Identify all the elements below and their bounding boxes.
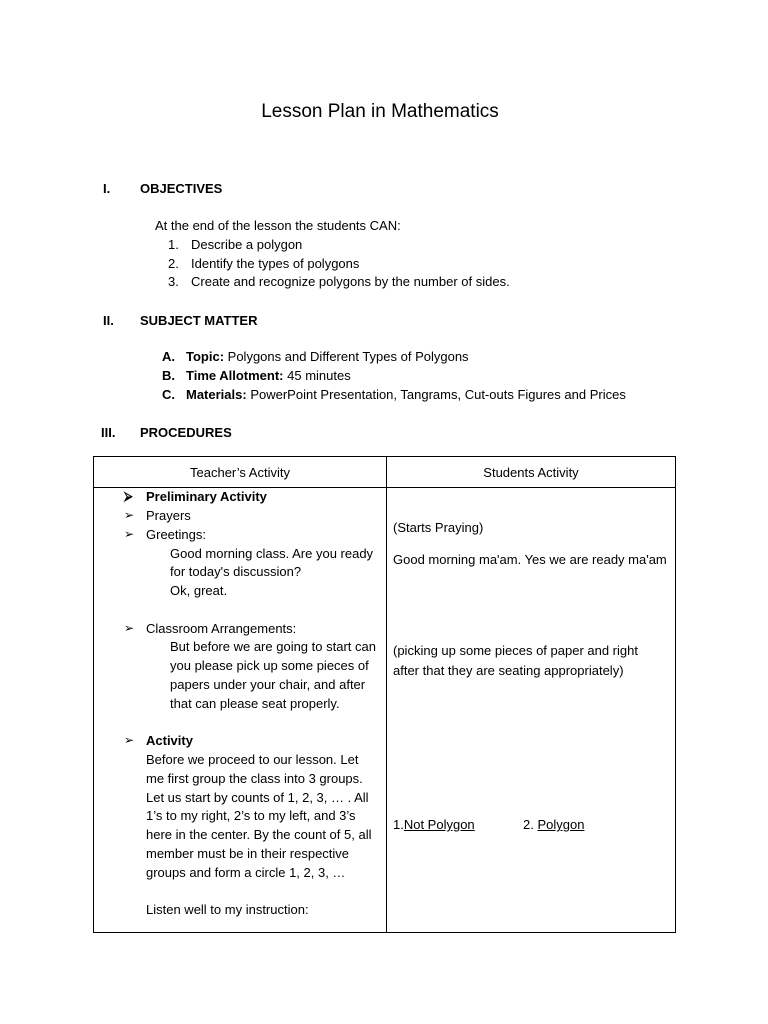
student-answer-2 (523, 817, 584, 833)
objective-number: 3. (168, 274, 179, 289)
greeting-line: Good morning class. Are you ready (170, 546, 374, 561)
document-title: Lesson Plan in Mathematics (261, 101, 499, 122)
table-header-students: Students Activity (387, 457, 676, 488)
arrangements-label: Classroom Arrangements: (146, 621, 297, 636)
bullet-arrow-icon: ⮚ (124, 489, 133, 503)
instruction-line: Listen well to my instruction: (146, 902, 309, 917)
subject-letter: B. (162, 368, 175, 383)
student-response: after that they are seating appropriately) (393, 663, 624, 678)
subject-item-materials (186, 387, 626, 402)
section-heading-subject-matter: SUBJECT MATTER (140, 313, 258, 328)
table-header-teacher: Teacher’s Activity (94, 457, 387, 488)
section-heading-procedures: PROCEDURES (140, 425, 232, 440)
subject-label: Time Allotment: (186, 368, 284, 383)
activity-line: 1’s to my right, 2’s to my left, and 3’s (146, 808, 356, 823)
objective-item: Describe a polygon (191, 237, 303, 252)
arrangement-line: But before we are going to start can (170, 639, 376, 654)
subject-letter: A. (162, 349, 175, 364)
teacher-activity-cell (94, 488, 387, 933)
greetings-label: Greetings: (146, 527, 206, 542)
subject-label: Materials: (186, 387, 247, 402)
activity-line: Before we proceed to our lesson. Let (146, 752, 359, 767)
greeting-line: for today's discussion? (170, 564, 302, 579)
arrangement-line: that can please seat properly. (170, 696, 340, 711)
activity-line: here in the center. By the count of 5, all (146, 827, 372, 842)
subject-value: 45 minutes (287, 368, 351, 383)
procedures-table (93, 456, 676, 933)
section-numeral-procedures: III. (101, 425, 116, 440)
objective-number: 2. (168, 256, 179, 271)
student-answer-1 (393, 817, 475, 833)
arrangement-line: papers under your chair, and after (170, 677, 366, 692)
objective-item: Identify the types of polygons (191, 256, 360, 271)
activity-line: Let us start by counts of 1, 2, 3, … . All (146, 790, 369, 805)
student-response: (Starts Praying) (393, 520, 484, 535)
subject-value: PowerPoint Presentation, Tangrams, Cut-outs Figures and Prices (250, 387, 626, 402)
arrangement-line: you please pick up some pieces of (170, 658, 369, 673)
prayers-label: Prayers (146, 508, 191, 523)
bullet-arrow-icon: ➢ (124, 621, 135, 635)
subject-item-topic (186, 349, 469, 364)
greeting-line: Ok, great. (170, 583, 228, 598)
bullet-arrow-icon: ➢ (124, 733, 135, 747)
student-response: Good morning ma'am. Yes we are ready ma'am (393, 552, 667, 567)
answer-text: Not Polygon (403, 817, 475, 832)
section-numeral-subject-matter: II. (103, 313, 114, 328)
preliminary-activity-label: Preliminary Activity (146, 489, 267, 504)
bullet-arrow-icon: ➢ (124, 508, 135, 522)
section-numeral-objectives: I. (103, 181, 111, 196)
answer-text: Polygon (537, 817, 585, 832)
objectives-intro: At the end of the lesson the students CAN: (155, 218, 401, 233)
subject-value: Polygons and Different Types of Polygons (227, 349, 469, 364)
student-response: (picking up some pieces of paper and right (393, 643, 638, 658)
subject-item-time (186, 368, 351, 383)
activity-line: member must be in their respective (146, 846, 350, 861)
subject-letter: C. (162, 387, 175, 402)
activity-line: groups and form a circle 1, 2, 3, … (146, 865, 346, 880)
objective-item: Create and recognize polygons by the number of sides. (191, 274, 510, 289)
section-heading-objectives: OBJECTIVES (140, 181, 223, 196)
activity-label: Activity (146, 733, 193, 748)
subject-label: Topic: (186, 349, 225, 364)
answer-number: 1. (393, 817, 404, 832)
bullet-arrow-icon: ➢ (124, 527, 135, 541)
answer-number: 2. (523, 817, 534, 832)
activity-line: me first group the class into 3 groups. (146, 771, 363, 786)
objective-number: 1. (168, 237, 179, 252)
students-activity-cell (387, 488, 676, 933)
